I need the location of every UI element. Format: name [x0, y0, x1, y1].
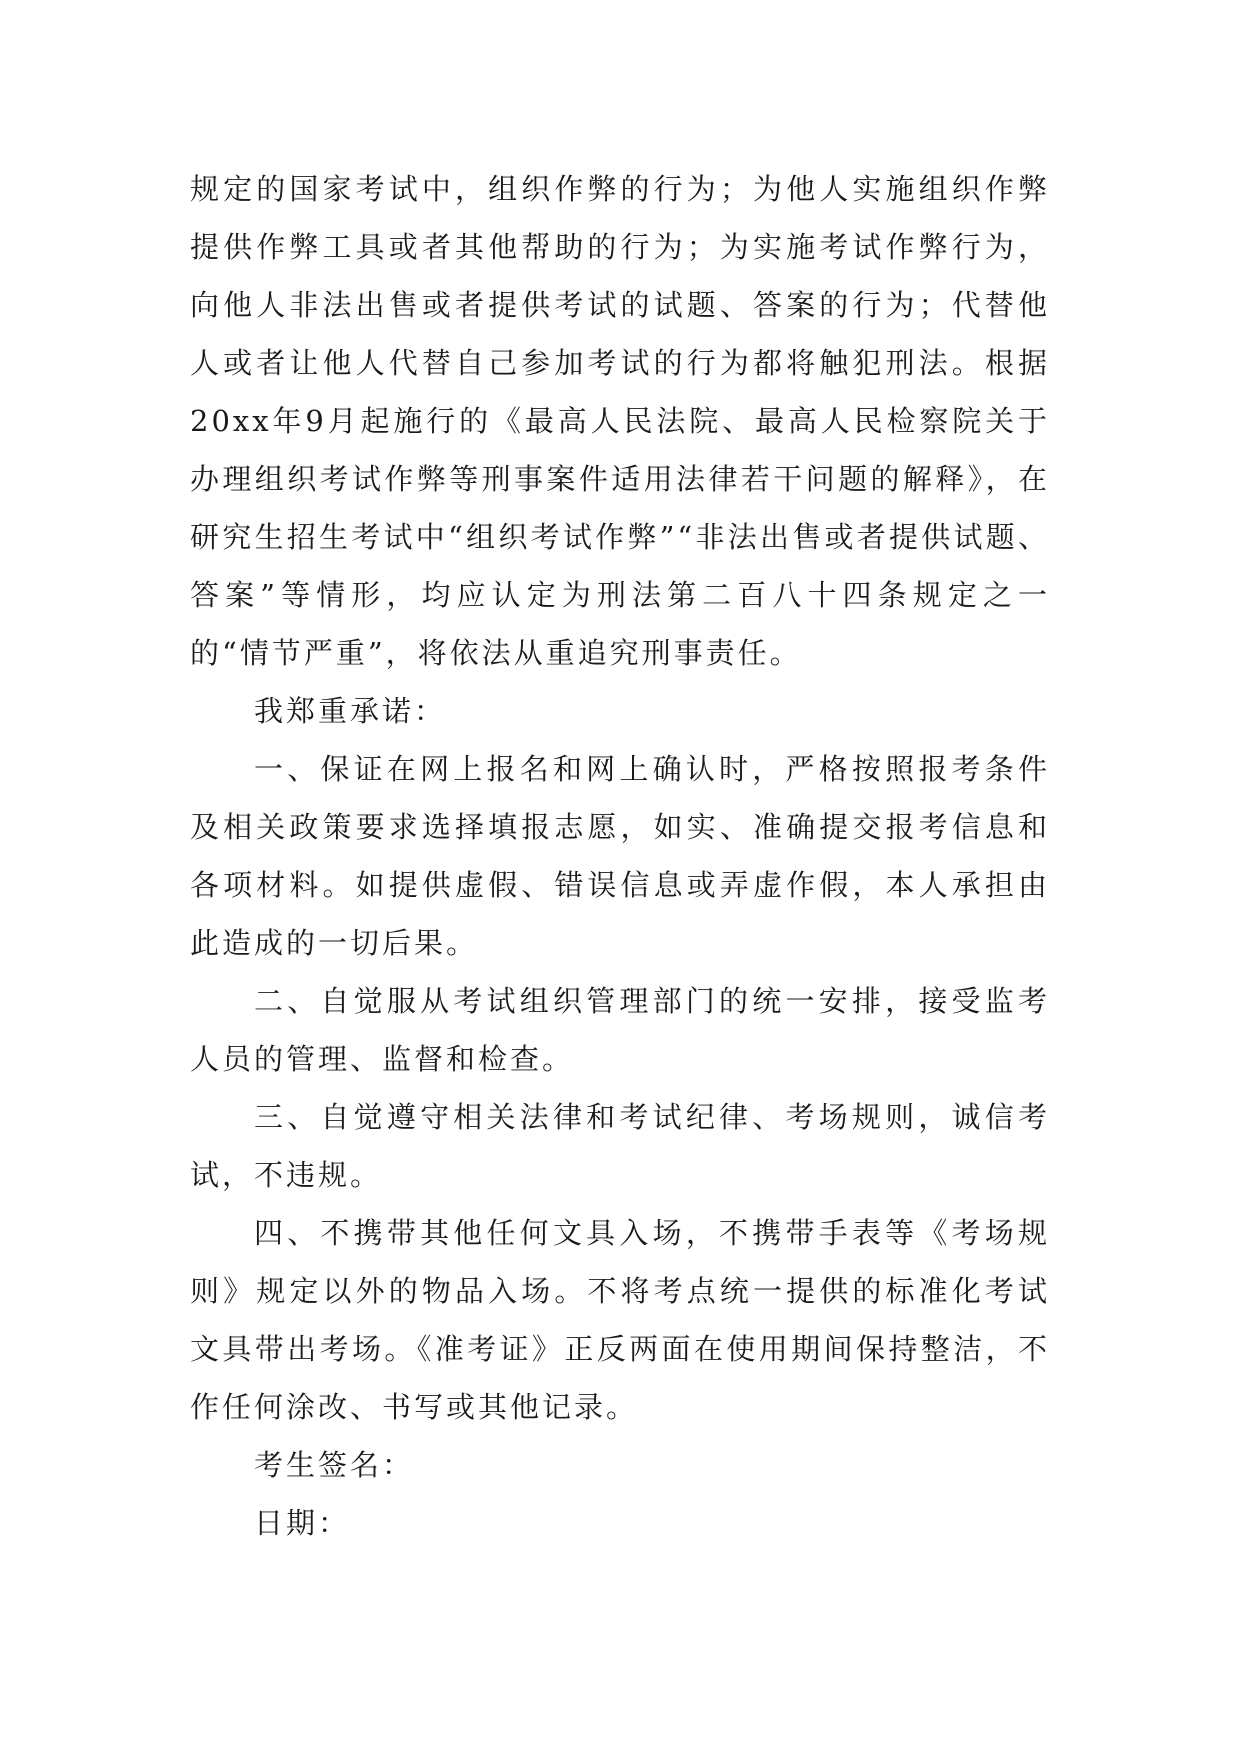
pledge-item-1: 一、保证在网上报名和网上确认时，严格按照报考条件及相关政策要求选择填报志愿，如实、准确提交报考信息和各项材料。如提供虚假、错误信息或弄虚作假，本人承担由此造成的一切后果。: [190, 752, 1050, 960]
pledge-item-2: 二、自觉服从考试组织管理部门的统一安排，接受监考人员的管理、监督和检查。: [190, 984, 1050, 1076]
document-body: [190, 160, 1050, 1552]
pledge-item-4: 四、不携带其他任何文具入场，不携带手表等《考场规则》规定以外的物品入场。不将考点统一提供的标准化考试文具带出考场。《准考证》正反两面在使用期间保持整洁，不作任何涂改、书写或其他记录。: [190, 1216, 1050, 1424]
signature-label: 考生签名：: [254, 1448, 415, 1482]
pledge-intro: 我郑重承诺：: [254, 694, 447, 728]
paragraph-continuation: 规定的国家考试中，组织作弊的行为；为他人实施组织作弊提供作弊工具或者其他帮助的行为；为实施考试作弊行为，向他人非法出售或者提供考试的试题、答案的行为；代替他人或者让他人代替自己参加考试的行为都将触犯刑法。根据20xx年9月起施行的《最高人民法院、最高人民检察院关于办理组织考试作弊等刑事案件适用法律若干问题的解释》，在研究生招生考试中“组织考试作弊”“非法出售或者提供试题、答案”等情形，均应认定为刑法第二百八十四条规定之一的“情节严重”，将依法从重追究刑事责任。: [190, 172, 1050, 670]
pledge-item-3: 三、自觉遵守相关法律和考试纪律、考场规则，诚信考试，不违规。: [190, 1100, 1050, 1192]
date-label: 日期：: [254, 1506, 351, 1540]
